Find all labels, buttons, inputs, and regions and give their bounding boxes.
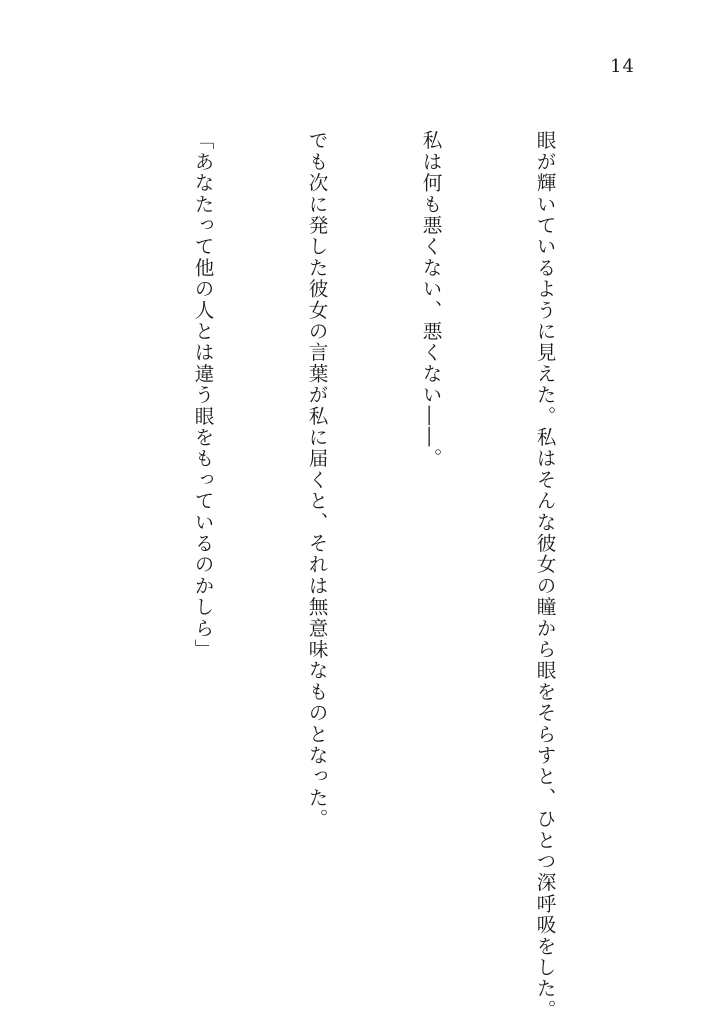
page-number: 14 — [610, 56, 635, 77]
text-line: 「あなたって他の人とは違う眼をもっているのかしら」 — [191, 130, 214, 660]
body-text — [0, 130, 639, 1021]
section-gap — [69, 130, 107, 970]
text-line: 眼が輝いているように見えた。私はそんな彼女の瞳から眼をそらすと、ひとつ深呼吸をした。 — [533, 130, 556, 1021]
text-line: でも次に発した彼女の言葉が私に届くと、それは無意味なものとなった。 — [305, 130, 328, 830]
text-line: 私は何も悪くない、悪くない――。 — [419, 130, 442, 470]
